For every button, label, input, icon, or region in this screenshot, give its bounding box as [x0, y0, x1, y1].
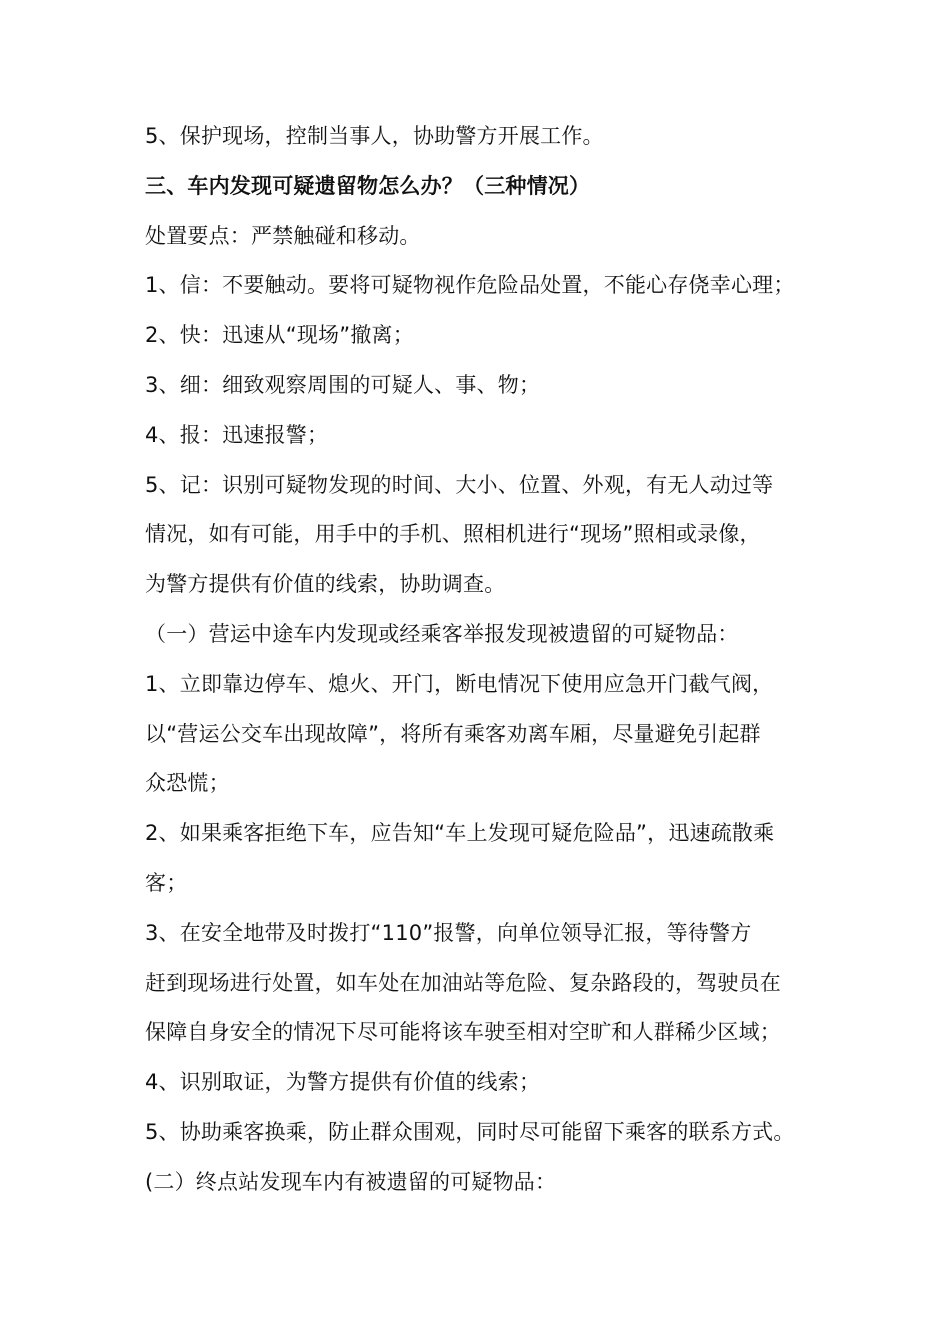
text-line: 为警方提供有价值的线索，协助调查。 — [145, 572, 506, 597]
subsection-heading: （一）营运中途车内发现或经乘客举报发现被遗留的可疑物品： — [145, 621, 739, 646]
section-heading: 三、车内发现可疑遗留物怎么办？（三种情况） — [145, 173, 591, 198]
text-line: 1、信：不要触动。要将可疑物视作危险品处置，不能心存侥幸心理； — [145, 273, 795, 298]
text-line: 5、记：识别可疑物发现的时间、大小、位置、外观，有无人动过等 — [145, 472, 774, 497]
text-line: 保障自身安全的情况下尽可能将该车驶至相对空旷和人群稀少区域； — [145, 1020, 781, 1045]
text-line: 处置要点：严禁触碰和移动。 — [145, 223, 421, 248]
text-line: 2、如果乘客拒绝下车，应告知“车上发现可疑危险品”，迅速疏散乘 — [145, 821, 775, 846]
text-line: 情况，如有可能，用手中的手机、照相机进行“现场”照相或录像， — [145, 522, 761, 547]
text-line: 以“营运公交车出现故障”，将所有乘客劝离车厢，尽量避免引起群 — [145, 721, 761, 746]
text-line: 客； — [145, 870, 188, 895]
text-line: 众恐慌； — [145, 771, 230, 796]
text-line: 3、在安全地带及时拨打“110”报警，向单位领导汇报，等待警方 — [145, 920, 752, 945]
text-line: 5、协助乘客换乘，防止群众围观，同时尽可能留下乘客的联系方式。 — [145, 1119, 795, 1144]
text-line: 5、保护现场，控制当事人，协助警方开展工作。 — [145, 124, 604, 148]
subsection-heading: (二）终点站发现车内有被遗留的可疑物品： — [145, 1169, 557, 1194]
document-body — [145, 112, 825, 1208]
text-line: 4、报：迅速报警； — [145, 422, 329, 447]
text-line: 3、细：细致观察周围的可疑人、事、物； — [145, 372, 541, 397]
text-line: 4、识别取证，为警方提供有价值的线索； — [145, 1070, 541, 1095]
text-line: 2、快：迅速从“现场”撤离； — [145, 323, 414, 348]
text-line: 1、立即靠边停车、熄火、开门，断电情况下使用应急开门截气阀， — [145, 671, 774, 696]
text-line: 赶到现场进行处置，如车处在加油站等危险、复杂路段的，驾驶员在 — [145, 970, 781, 995]
